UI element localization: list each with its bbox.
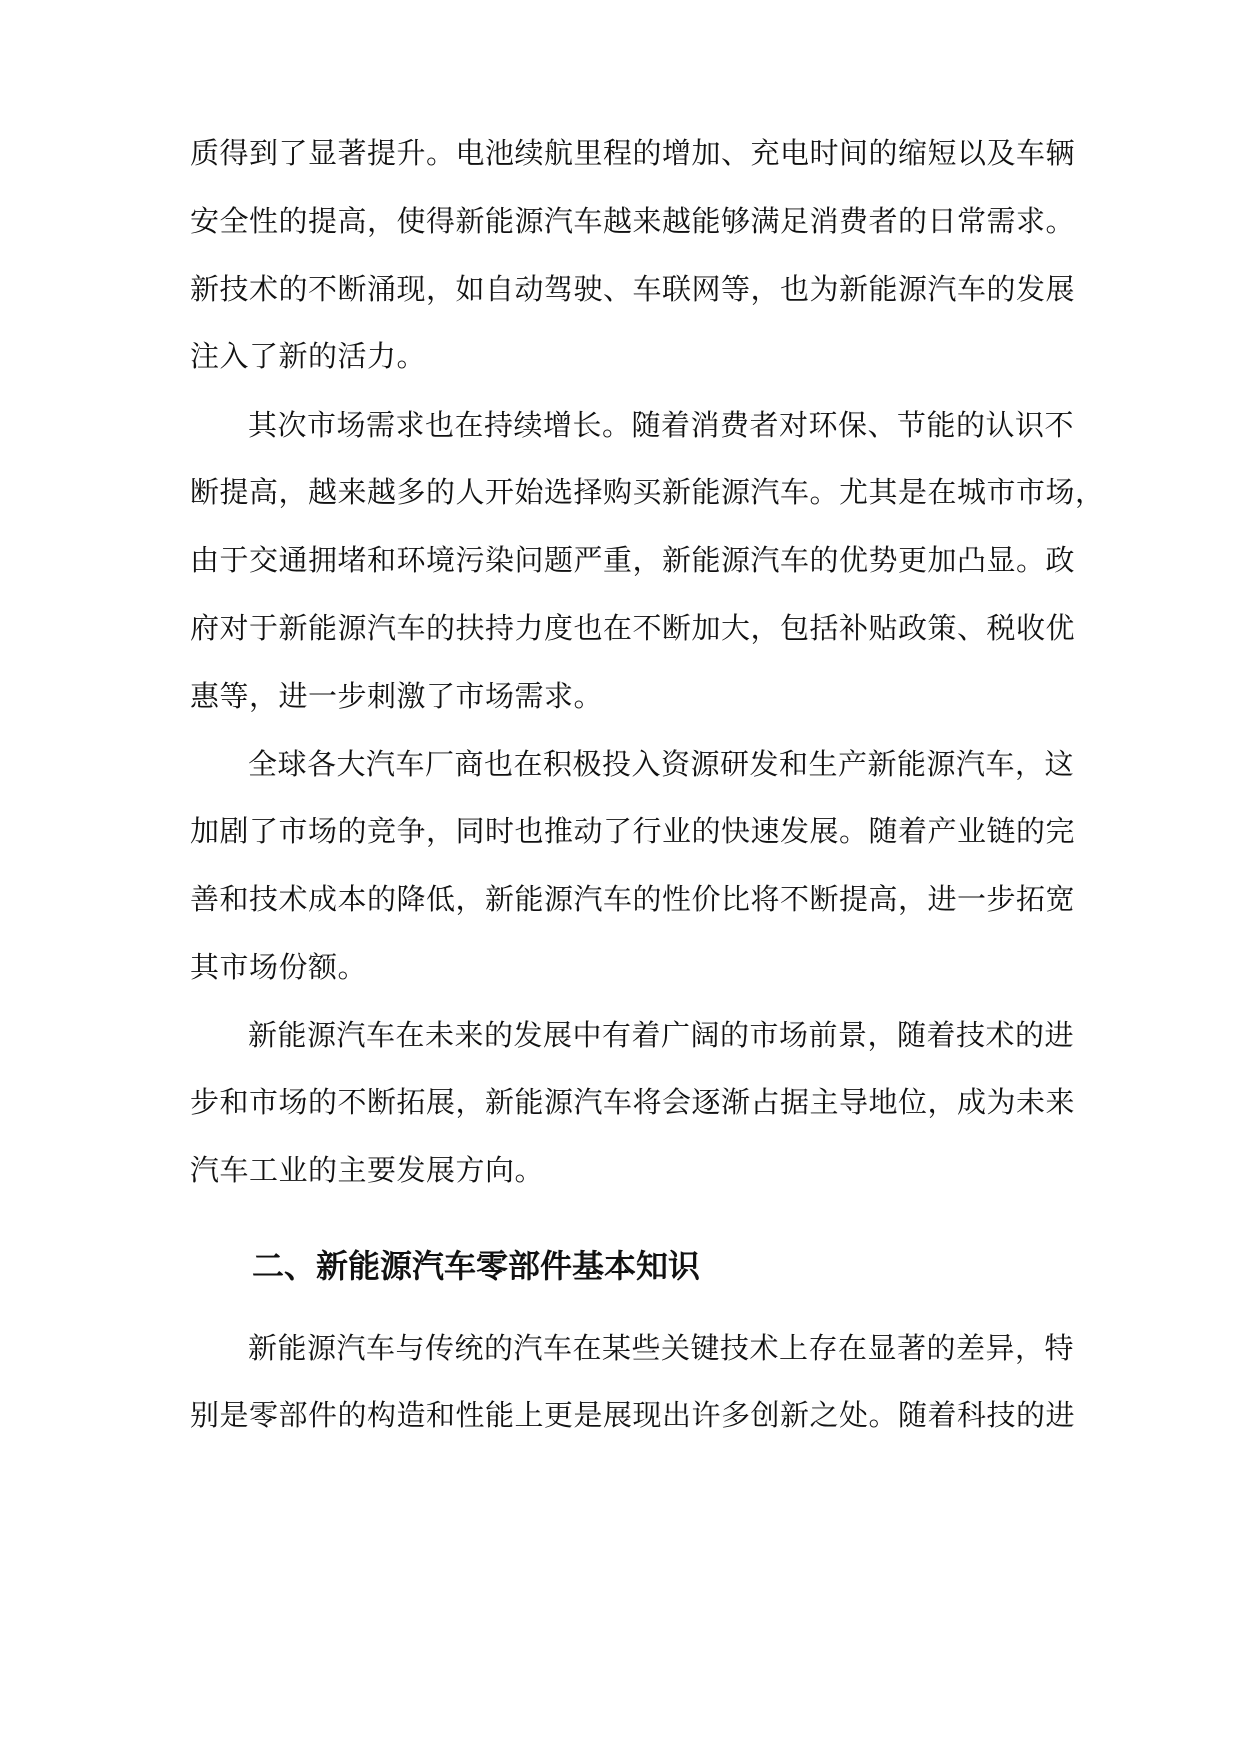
paragraph-2-line-5: 惠等，进一步刺激了市场需求。 [190,679,604,713]
paragraph-3-line-2: 加剧了市场的竞争，同时也推动了行业的快速发展。随着产业链的完 [190,814,1076,848]
paragraph-3-line-1: 全球各大汽车厂商也在积极投入资源研发和生产新能源汽车，这 [248,747,1075,781]
paragraph-4-line-3: 汽车工业的主要发展方向。 [190,1153,545,1187]
paragraph-2-line-4: 府对于新能源汽车的扶持力度也在不断加大，包括补贴政策、税收优 [190,611,1076,645]
paragraph-1-line-2: 安全性的提高，使得新能源汽车越来越能够满足消费者的日常需求。 [190,204,1076,238]
paragraph-2-line-2: 断提高，越来越多的人开始选择购买新能源汽车。尤其是在城市市场， [190,475,1105,509]
paragraph-2-line-1: 其次市场需求也在持续增长。随着消费者对环保、节能的认识不 [248,408,1075,442]
paragraph-2-line-3: 由于交通拥堵和环境污染问题严重，新能源汽车的优势更加凸显。政 [190,543,1076,577]
paragraph-1-line-3: 新技术的不断涌现，如自动驾驶、车联网等，也为新能源汽车的发展 [190,272,1076,306]
section-paragraph-line-1: 新能源汽车与传统的汽车在某些关键技术上存在显著的差异，特 [248,1331,1075,1365]
paragraph-1-line-1: 质得到了显著提升。电池续航里程的增加、充电时间的缩短以及车辆 [190,136,1076,170]
section-paragraph-line-2: 别是零部件的构造和性能上更是展现出许多创新之处。随着科技的进 [190,1398,1076,1432]
paragraph-1-line-4: 注入了新的活力。 [190,339,427,373]
paragraph-4-line-1: 新能源汽车在未来的发展中有着广阔的市场前景，随着技术的进 [248,1018,1075,1052]
paragraph-3-line-4: 其市场份额。 [190,950,368,984]
section-heading: 二、新能源汽车零部件基本知识 [252,1247,701,1285]
paragraph-4-line-2: 步和市场的不断拓展，新能源汽车将会逐渐占据主导地位，成为未来 [190,1085,1076,1119]
paragraph-3-line-3: 善和技术成本的降低，新能源汽车的性价比将不断提高，进一步拓宽 [190,882,1076,916]
